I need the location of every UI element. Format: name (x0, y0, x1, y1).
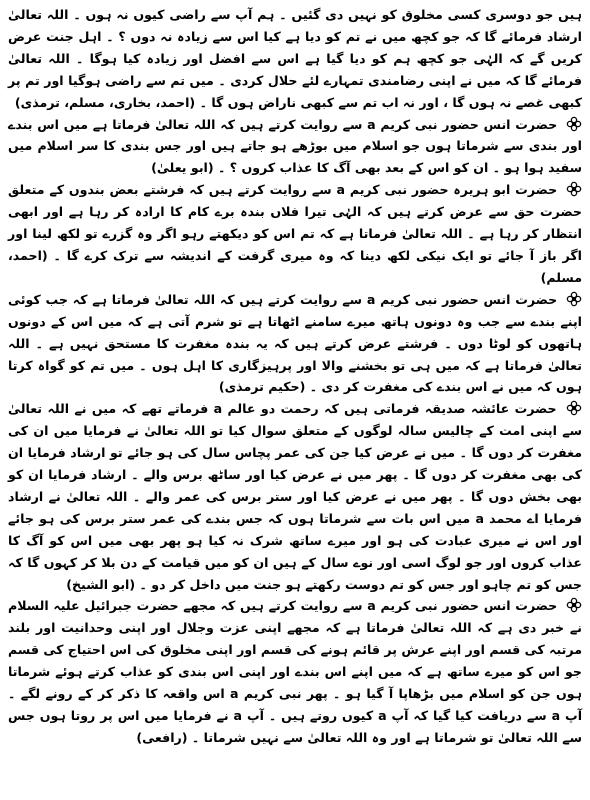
paragraph-1-text: ہیں جو دوسری کسی مخلوق کو نہیں دی گئیں ۔ ہم آپ سے راضی کیوں نہ ہوں ۔ اللہ تعالیٰ ارشاد فرمائے گا کہ جو کچھ میں نے تم کو دیا ہے کیا اس سے زیادہ نہ دوں ؟ ۔ اہل جنت عرض کریں گے کہ الہٰی جو کچھ ہم کو دیا گیا ہے اس سے افضل اور زیادہ کیا ہوگا ۔ اللہ تعالیٰ فرمائے گا کہ میں نے اپنی رضامندی تمہارے لئے حلال کردی ۔ میں تم سے راضی ہوگیا اور تم پر کبھی غصے نہ ہوں گا ، اور نہ اب تم سے کبھی ناراض ہوں گا ۔ (احمد، بخاری، مسلم، ترمذی) (8, 7, 582, 110)
flower-bullet-icon (566, 597, 582, 613)
flower-bullet-icon (566, 116, 582, 132)
paragraph-6 (8, 595, 582, 748)
paragraph-5-text: حضرت عائشہ صدیقہ فرماتی ہیں کہ رحمت دو عالم a فرماتے تھے کہ میں نے اللہ تعالیٰ سے اپنی امت کے چالیس سالہ لوگوں کے متعلق سوال کیا تو اللہ تعالیٰ نے فرمایا میں ان کی مغفرت کر دوں گا ۔ میں نے عرض کیا جن کی عمر پچاس سال کی ہو جائے تو ارشاد فرمایا ان کی بھی مغفرت کر دوں گا ۔ پھر میں نے عرض کیا اور ساٹھ برس والے ۔ ارشاد فرمایا ان کو بھی بخش دوں گا ۔ پھر میں نے عرض کیا اور ستر برس کی عمر والے ۔ اللہ تعالیٰ نے ارشاد فرمایا اے محمد a میں اس بات سے شرماتا ہوں کہ جس بندے کی عمر ستر برس کی ہو جائے اور اس نے میری عبادت کی ہو اور میرے ساتھ شرک نہ کیا ہو پھر بھی میں اس کو آگ کا عذاب کروں اور جو لوگ اسی اور نوے سال کے ہیں ان کو میں قیامت کے دن بلا کر کہوں گا کہ جس کو تم چاہو اور جس کو تم دوست رکھتے ہو جنت میں داخل کر دو ۔ (ابو الشیخ) (8, 401, 582, 592)
flower-bullet-icon (566, 291, 582, 307)
paragraph-5 (8, 398, 582, 595)
paragraph-3-text: حضرت ابو ہریرہ حضور نبی کریم a سے روایت کرتے ہیں کہ فرشتے بعض بندوں کے متعلق حضرت حق سے عرض کرتے ہیں کہ الہٰی تیرا فلاں بندہ برے کام کا ارادہ کر رہا ہے اور ابھی انتظار کر رہا ہے ۔ اللہ تعالیٰ فرماتا ہے کہ تم اس کو دیکھتے رہو اگر وہ گزرے تو لکھ لینا اور اگر باز آ جائے تو ایک نیکی لکھ دینا کہ وہ میری گرفت کے اندیشہ سے ترک کرے گا ۔ (احمد، مسلم) (8, 182, 582, 285)
paragraph-2 (8, 114, 582, 180)
flower-bullet-icon (566, 400, 582, 416)
paragraph-6-text: حضرت انس حضور نبی کریم a سے روایت کرتے ہیں کہ مجھے حضرت جبرائیل علیہ السلام نے خبر دی ہے کہ اللہ تعالیٰ فرماتا ہے کہ مجھے اپنی عزت وجلال اور اپنی وحدانیت اور بلند مرتبہ کی قسم اور اپنے عرش پر قائم ہونے کی قسم اور اپنی مخلوق کی اس احتیاج کی قسم جو اس کو میرے ساتھ ہے کہ میں اپنے اس بندے اور اپنی اس بندی کو عذاب کرتے ہوئے شرماتا ہوں جن کو اسلام میں بڑھاپا آ گیا ہو ۔ پھر نبی کریم a اس واقعہ کا ذکر کر کے رونے لگے ۔ آپ a سے دریافت کیا گیا کہ آپ a کیوں روتے ہیں ۔ آپ a نے فرمایا میں اس پر روتا ہوں جس سے اللہ تعالیٰ تو شرماتا ہے اور وہ اللہ تعالیٰ سے نہیں شرماتا ۔ (رافعی) (8, 598, 583, 745)
flower-bullet-icon (566, 181, 582, 197)
paragraph-3 (8, 179, 582, 289)
paragraph-1 (8, 4, 582, 114)
paragraph-4 (8, 289, 582, 399)
paragraph-4-text: حضرت انس حضور نبی کریم a سے روایت کرتے ہیں کہ اللہ تعالیٰ فرماتا ہے کہ جب کوئی اپنے بندے سے جب وہ دونوں ہاتھ میرے سامنے اٹھاتا ہے تو شرم آتی ہے کہ میں اس کے دونوں ہاتھوں کو لوٹا دوں ۔ فرشتے عرض کرتے ہیں کہ یہ بندہ مغفرت کا مستحق نہیں ہے ۔ اللہ تعالیٰ فرماتا ہے کہ میں ہی تو بخشنے والا اور پرہیزگاری کا اہل ہوں ۔ میں تم کو گواہ کرتا ہوں کہ میں نے اس بندے کی مغفرت کر دی ۔ (حکیم ترمذی) (8, 291, 582, 395)
paragraph-2-text: حضرت انس حضور نبی کریم a سے روایت کرتے ہیں کہ اللہ تعالیٰ فرماتا ہے میں اس بندے اور بندی سے شرماتا ہوں جو اسلام میں بوڑھے ہو جاتے ہیں اور جس بندی کا سر اسلام میں سفید ہوا ہو ۔ ان کو اس کے بعد بھی آگ کا عذاب کروں ؟ ۔ (ابو یعلیٰ) (8, 116, 582, 176)
